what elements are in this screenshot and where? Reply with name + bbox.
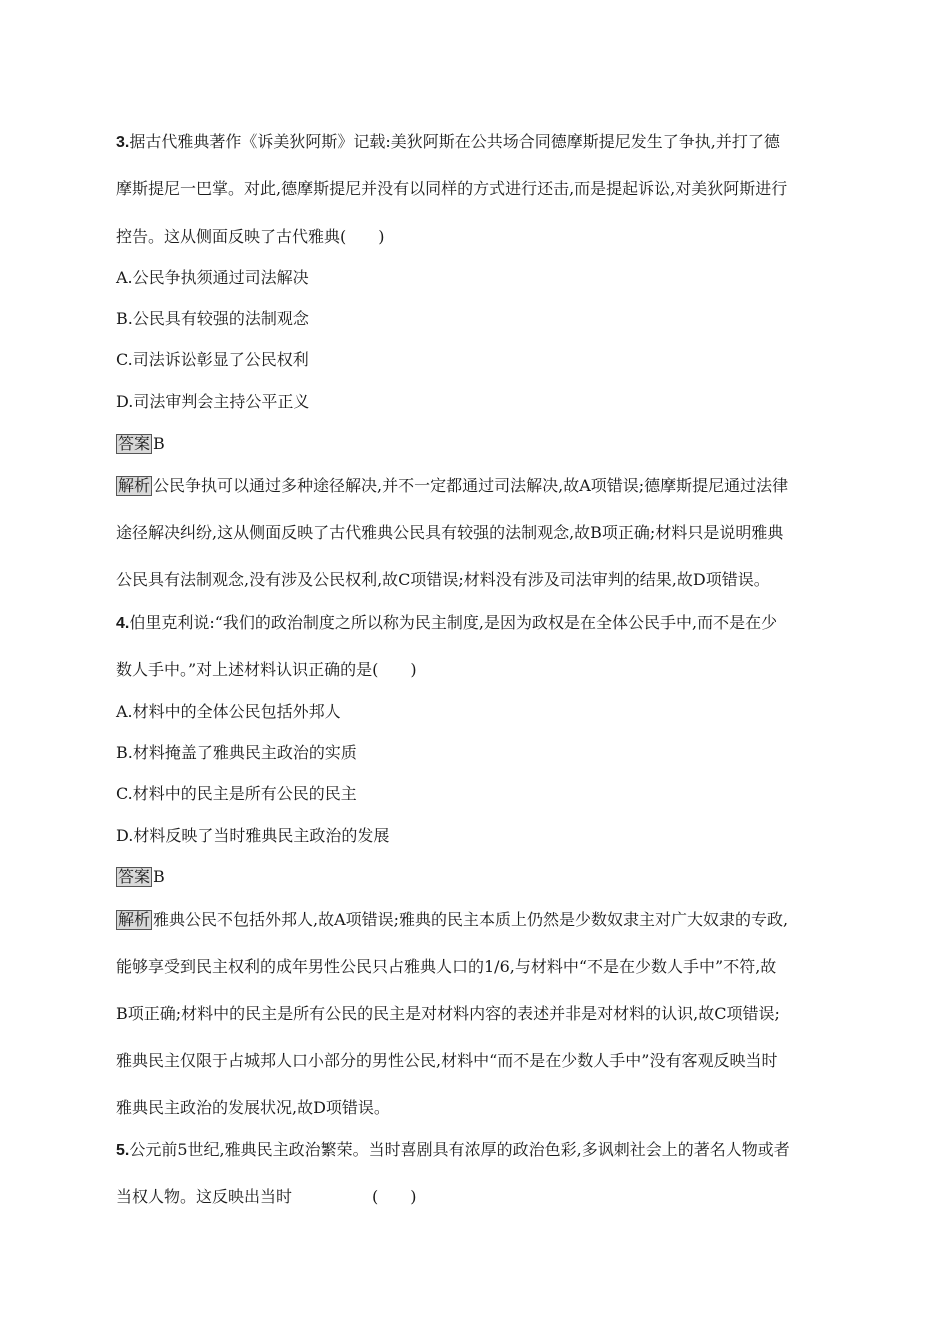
question-3-answer: [116, 433, 165, 455]
analysis-label-box: 解析: [118, 910, 151, 929]
answer-label-box: 答案: [118, 867, 151, 886]
question-4-option-b: B.材料掩盖了雅典民主政治的实质: [116, 743, 357, 762]
question-5-stem-line-1: 5.公元前5世纪,雅典民主政治繁荣。当时喜剧具有浓厚的政治色彩,多讽刺社会上的著名人物或者: [116, 1140, 790, 1159]
question-4-option-a: A.材料中的全体公民包括外邦人: [116, 702, 341, 721]
question-4-analysis-line-1: 解析 雅典公民不包括外邦人,故A项错误;雅典的民主本质上仍然是少数奴隶主对广大奴隶的专政,: [118, 910, 789, 929]
question-4-analysis-line-3: B项正确;材料中的民主是所有公民的民主是对材料内容的表述并非是对材料的认识,故C项错误;: [116, 1004, 780, 1023]
question-4-analysis-line-5: 雅典民主政治的发展状况,故D项错误。: [116, 1098, 390, 1117]
question-3-stem-line-1: 3.据古代雅典著作《诉美狄阿斯》记载:美狄阿斯在公共场合同德摩斯提尼发生了争执,并打了德: [116, 132, 780, 151]
question-5-stem-line-2: 当权人物。这反映出当时 ( ): [116, 1187, 417, 1206]
question-3-option-d: D.司法审判会主持公平正义: [116, 392, 310, 411]
question-4-analysis-line-4: 雅典民主仅限于占城邦人口小部分的男性公民,材料中“而不是在少数人手中”没有客观反映当时: [116, 1051, 778, 1070]
question-3-option-a: A.公民争执须通过司法解决: [116, 268, 309, 287]
question-4-option-c: C.材料中的民主是所有公民的民主: [116, 784, 357, 803]
question-3-stem-line-2: 摩斯提尼一巴掌。对此,德摩斯提尼并没有以同样的方式进行还击,而是提起诉讼,对美狄阿斯进行: [116, 179, 788, 198]
answer-label-box: 答案: [118, 434, 151, 453]
question-number: 3.: [116, 134, 130, 151]
question-3-option-b: B.公民具有较强的法制观念: [116, 309, 309, 328]
question-4-stem-line-1: 4.伯里克利说:“我们的政治制度之所以称为民主制度,是因为政权是在全体公民手中,而不是在少: [116, 613, 778, 632]
answer-value: B: [153, 867, 165, 886]
question-4-stem-line-2: 数人手中。”对上述材料认识正确的是( ): [116, 660, 417, 679]
question-number: 4.: [116, 615, 130, 632]
question-3-option-c: C.司法诉讼彰显了公民权利: [116, 350, 309, 369]
analysis-label-box: 解析: [118, 476, 151, 495]
question-number: 5.: [116, 1142, 130, 1159]
question-3-stem-line-3: 控告。这从侧面反映了古代雅典( ): [116, 227, 385, 246]
question-4-answer: [116, 866, 165, 888]
answer-value: B: [153, 434, 165, 453]
question-3-analysis-line-1: 解析 公民争执可以通过多种途径解决,并不一定都通过司法解决,故A项错误;德摩斯提尼通过法律: [118, 476, 789, 495]
question-3-analysis-line-3: 公民具有法制观念,没有涉及公民权利,故C项错误;材料没有涉及司法审判的结果,故D项错误。: [116, 570, 770, 589]
question-4-analysis-line-2: 能够享受到民主权利的成年男性公民只占雅典人口的1/6,与材料中“不是在少数人手中”不符,故: [116, 957, 777, 976]
question-4-option-d: D.材料反映了当时雅典民主政治的发展: [116, 826, 390, 845]
question-3-analysis-line-2: 途径解决纠纷,这从侧面反映了古代雅典公民具有较强的法制观念,故B项正确;材料只是说明雅典: [116, 523, 784, 542]
